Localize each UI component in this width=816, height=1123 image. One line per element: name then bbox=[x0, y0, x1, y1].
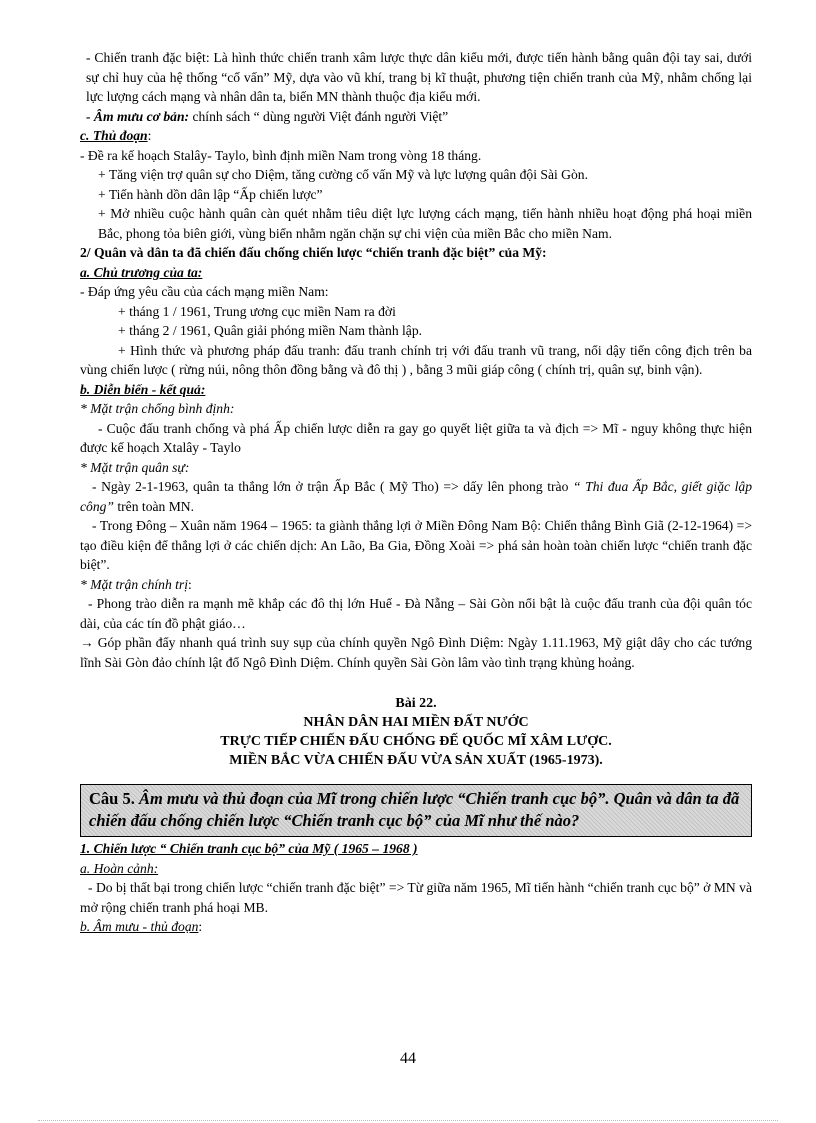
heading-tactics-colon: : bbox=[147, 128, 152, 143]
text-basic-plot: chính sách “ dùng người Việt đánh người Việt” bbox=[189, 108, 449, 124]
heading-developments: b. Diễn biến - kết quả: bbox=[80, 381, 206, 397]
paragraph-pacification: - Cuộc đấu tranh chống và phá Ấp chiến lược diễn ra gay go quyết liệt giữa ta và địch => Mĩ - nguy không thực hiện được kế hoạch Xtalây - Taylo bbox=[80, 420, 752, 455]
page-number: 44 bbox=[400, 1050, 416, 1067]
text-movement-name: “ Thi đua Ấp Bắc, giết giặc lập công” bbox=[80, 479, 752, 514]
text-ap-bac: - Ngày 2-1-1963, quân ta thắng lớn ở trận Ấp Bắc ( Mỹ Tho) => dấy lên phong trào bbox=[92, 479, 573, 494]
lesson-line-3: MIỀN BẮC VỪA CHIẾN ĐẤU VỪA SẢN XUẤT (1965-1973). bbox=[229, 753, 603, 768]
heading-local-war-strategy: 1. Chiến lược “ Chiến tranh cục bộ” của Mỹ ( 1965 – 1968 ) bbox=[80, 841, 418, 856]
heading-front-pacification: * Mặt trận chống bình định: bbox=[80, 401, 235, 416]
bullet-operations: + Mở nhiều cuộc hành quân càn quét nhằm tiêu diệt lực lượng cách mạng, tiến hành nhiều hoạt động phá hoại miền Bắc, phong tỏa biên giới, vùng biển nhằm ngăn chặn sự chi viện của miền Bắc cho miền Nam. bbox=[98, 206, 752, 241]
bullet-struggle-methods: + Hình thức và phương pháp đấu tranh: đấu tranh chính trị với đấu tranh vũ trang, nổi dậy tiến công địch trên ba vùng chiến lược ( rừng núi, nông thôn đồng bằng và đô thị ) , bằng 3 mũi giáp công ( chính trị, quân sự, binh vận). bbox=[80, 342, 752, 377]
footer-divider bbox=[38, 1120, 778, 1121]
paragraph-coup: → Góp phần đẩy nhanh quá trình suy sụp của chính quyền Ngô Đình Diệm: Ngày 1.11.1963, Mỹ giật dây cho các tướng lĩnh Sài Gòn đảo chính lật đổ Ngô Đình Diệm. Chính quyền Sài Gòn lâm vào tình trạng khủng hoảng. bbox=[80, 635, 752, 670]
heading-front-military: * Mặt trận quân sự: bbox=[80, 459, 190, 475]
label-basic-plot: - Âm mưu cơ bản: bbox=[86, 108, 190, 124]
heading-circumstances: a. Hoàn cảnh: bbox=[80, 860, 159, 876]
document-page bbox=[80, 48, 752, 937]
bullet-jan-1961: + tháng 1 / 1961, Trung ương cục miền Nam ra đời bbox=[118, 303, 396, 319]
heading-front-political-colon: : bbox=[188, 576, 192, 592]
question-box bbox=[80, 784, 752, 837]
lesson-heading bbox=[80, 694, 752, 770]
question-text: Âm mưu và thủ đoạn của Mĩ trong chiến lược “Chiến tranh cục bộ”. Quân và dân ta đã chiến đấu chống chiến lược “Chiến tranh cục bộ” của Mĩ như thế nào? bbox=[89, 789, 740, 830]
paragraph-plan: - Đề ra kế hoạch Stalây- Taylo, bình định miền Nam trong vòng 18 tháng. bbox=[80, 147, 482, 163]
heading-tactics bbox=[80, 126, 752, 146]
heading-our-policy: a. Chủ trương của ta: bbox=[80, 264, 203, 280]
paragraph-circumstances: - Do bị thất bại trong chiến lược “chiến tranh đặc biệt” => Từ giữa năm 1965, Mĩ tiến hành “chiến tranh cục bộ” ở MN và mở rộng chiến tranh phá hoại MB. bbox=[80, 880, 752, 915]
section-heading-2: 2/ Quân và dân ta đã chiến đấu chống chiến lược “chiến tranh đặc biệt” của Mỹ: bbox=[80, 245, 547, 260]
paragraph-basic-plot bbox=[80, 107, 752, 127]
bullet-hamlets: + Tiến hành dồn dân lập “Ấp chiến lược” bbox=[98, 186, 323, 202]
paragraph-binh-gia: - Trong Đông – Xuân năm 1964 – 1965: ta giành thắng lợi ở Miền Đông Nam Bộ: Chiến thắng Bình Giã (2-12-1964) => tạo điều kiện để thắng lợi ở các chiến dịch: An Lão, Ba Gia, Đồng Xoài => phá sản hoàn toàn chiến lược “chiến tranh đặc biệt”. bbox=[80, 518, 752, 572]
heading-plot-tactics-colon: : bbox=[198, 919, 203, 934]
heading-plot-tactics bbox=[80, 917, 752, 937]
heading-tactics-text: c. Thủ đoạn bbox=[80, 128, 148, 143]
paragraph-definition: - Chiến tranh đặc biệt: Là hình thức chiến tranh xâm lược thực dân kiểu mới, được tiến hành bằng quân đội tay sai, dưới sự chỉ huy của hệ thống “cố vấn” Mỹ, dựa vào vũ khí, trang bị kĩ thuật, phương tiện chiến tranh của Mỹ, nhằm chống lại lực lượng cách mạng và nhân dân ta, biến MN thành thuộc địa kiểu mới. bbox=[86, 50, 752, 104]
paragraph-ap-bac bbox=[80, 477, 752, 516]
lesson-line-2: TRỰC TIẾP CHIẾN ĐẤU CHỐNG ĐẾ QUỐC MĨ XÂM LƯỢC. bbox=[220, 734, 612, 749]
lesson-title: Bài 22. bbox=[395, 696, 437, 711]
lesson-line-1: NHÂN DÂN HAI MIỀN ĐẤT NƯỚC bbox=[303, 715, 529, 730]
question-number: Câu 5. bbox=[89, 789, 135, 808]
paragraph-requirements: - Đáp ứng yêu cầu của cách mạng miền Nam: bbox=[80, 284, 329, 299]
heading-plot-tactics-text: b. Âm mưu - thủ đoạn bbox=[80, 919, 199, 934]
heading-front-political bbox=[80, 575, 752, 595]
text-ap-bac-end: trên toàn MN. bbox=[113, 498, 195, 514]
bullet-feb-1961: + tháng 2 / 1961, Quân giải phóng miền Nam thành lập. bbox=[118, 323, 423, 338]
heading-front-political-text: * Mặt trận chính trị bbox=[80, 576, 188, 592]
bullet-aid: + Tăng viện trợ quân sự cho Diệm, tăng cường cố vấn Mỹ và lực lượng quân đội Sài Gòn. bbox=[98, 167, 588, 182]
paragraph-urban-movement: - Phong trào diễn ra mạnh mẽ khắp các đô thị lớn Huế - Đà Nẵng – Sài Gòn nổi bật là cuộc đấu tranh của đội quân tóc dài, của các tín đồ phật giáo… bbox=[80, 596, 752, 631]
